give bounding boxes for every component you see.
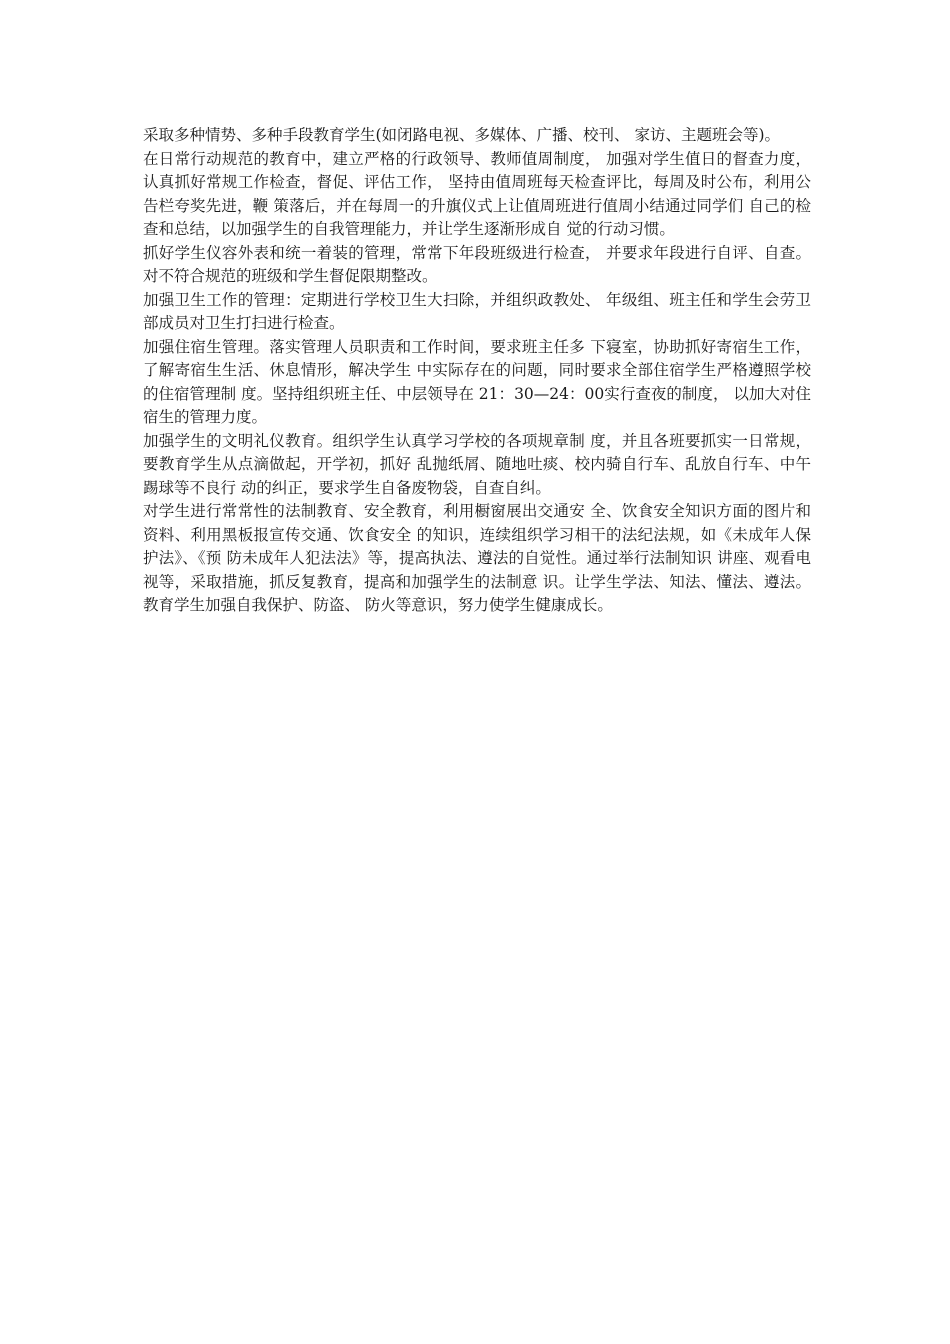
paragraph-dormitory: 加强住宿生管理。落实管理人员职责和工作时间，要求班主任多 下寝室，协助抓好寄宿生工作，了解寄宿生生活、休息情形，解决学生 中实际存在的问题，同时要求全部住宿学生严格遵照学校的住宿管理制 度。坚持组织班主任、中层领导在 21：30—24：00实行查夜的制度， 以加大对住宿生的管理力度。 [143,337,811,426]
paragraph-legal-safety: 对学生进行常常性的法制教育、安全教育，利用橱窗展出交通安 全、饮食安全知识方面的图片和资料、利用黑板报宣传交通、饮食安全 的知识，连续组织学习相干的法纪法规，如《未成年人保护法》、《预 防未成年人犯法法》等，提高执法、遵法的自觉性。通过举行法制知识 讲座、观看电视等，采取措施，抓反复教育，提高和加强学生的法制意 识。让学生学法、知法、懂法、遵法。教育学生加强自我保护、防盗、 防火等意识，努力使学生健康成长。 [143,502,811,614]
paragraph-education-methods: 采取多种情势、多种手段教育学生(如闭路电视、多媒体、广播、校刊、 家访、主题班会等)。 [143,126,781,144]
paragraph-hygiene: 加强卫生工作的管理：定期进行学校卫生大扫除，并组织政教处、 年级组、班主任和学生会劳卫部成员对卫生打扫进行检查。 [143,290,811,332]
document-body [143,124,811,618]
paragraph-etiquette: 加强学生的文明礼仪教育。组织学生认真学习学校的各项规章制 度，并且各班要抓实一日常规，要教育学生从点滴做起，开学初，抓好 乱抛纸屑、随地吐痰、校内骑自行车、乱放自行车、中午踢球等不良行 动的纠正，要求学生自备废物袋，自查自纠。 [143,431,811,497]
paragraph-daily-conduct: 在日常行动规范的教育中，建立严格的行政领导、教师值周制度， 加强对学生值日的督查力度，认真抓好常规工作检查，督促、评估工作， 坚持由值周班每天检查评比，每周及时公布，利用公告栏夸奖先进，鞭 策落后，并在每周一的升旗仪式上让值周班进行值周小结通过同学们 自己的检查和总结，以加强学生的自我管理能力，并让学生逐渐形成自 觉的行动习惯。 [143,149,811,238]
paragraph-appearance-uniform: 抓好学生仪容外表和统一着装的管理，常常下年段班级进行检查， 并要求年段进行自评、自查。对不符合规范的班级和学生督促限期整改。 [143,243,811,285]
